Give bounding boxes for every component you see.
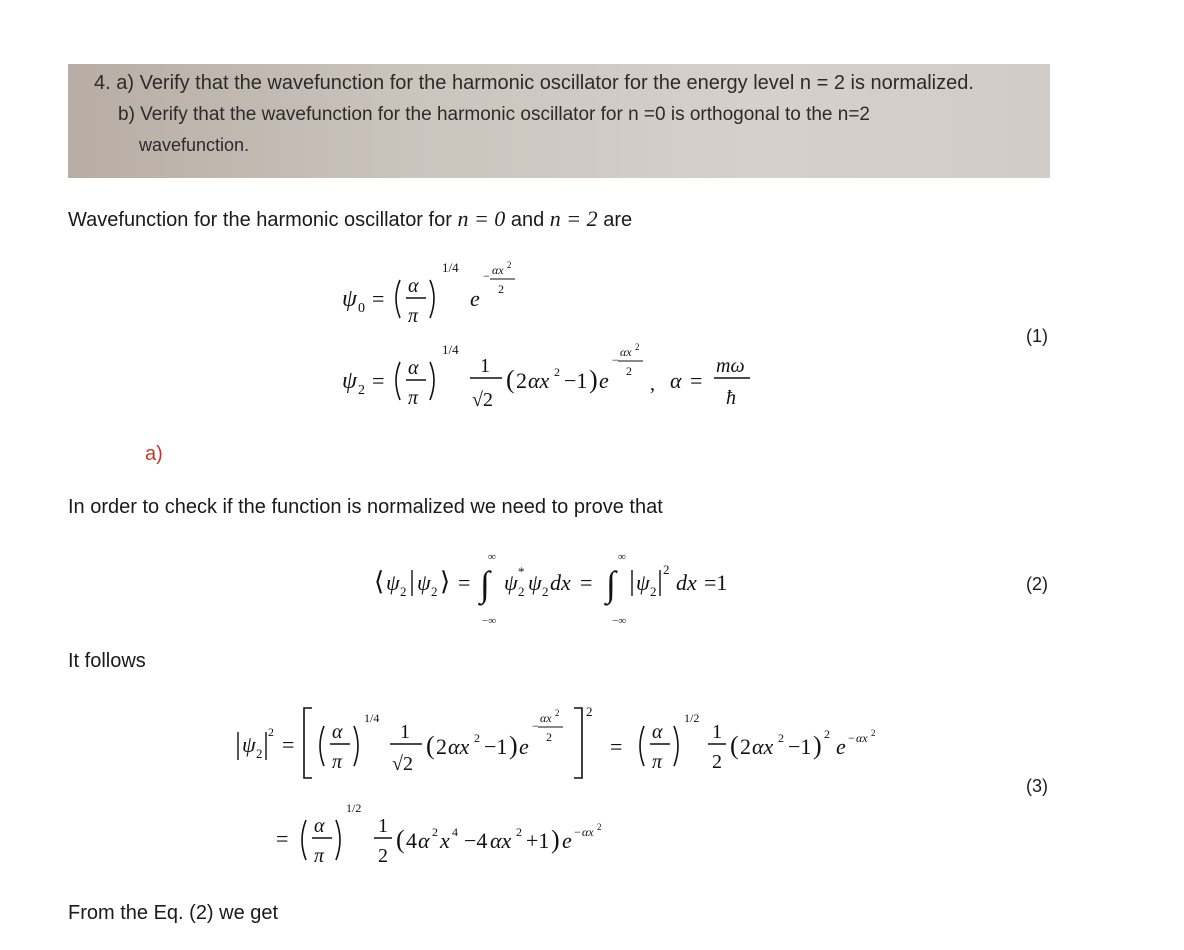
svg-text:−∞: −∞ <box>612 615 627 627</box>
problem-statement <box>68 64 1050 178</box>
it-follows-text: It follows <box>68 650 146 672</box>
svg-text:αx: αx <box>448 734 470 759</box>
intro-prefix: Wavefunction for the harmonic oscillator for <box>68 209 458 231</box>
equation-number-2: (2) <box>1026 574 1048 594</box>
svg-text:⟨: ⟨ <box>374 567 385 596</box>
svg-text:√2: √2 <box>392 753 413 775</box>
part-a-label: a) <box>145 443 163 465</box>
svg-text:2: 2 <box>436 734 447 759</box>
svg-text:−: − <box>848 731 855 745</box>
svg-text:2: 2 <box>555 708 560 718</box>
svg-text:(: ( <box>506 365 515 394</box>
from-eq-text: From the Eq. (2) we get <box>68 902 279 924</box>
svg-text:=: = <box>276 826 289 851</box>
svg-text:ψ: ψ <box>417 570 431 595</box>
svg-text:2: 2 <box>778 731 784 745</box>
svg-text:=1: =1 <box>704 570 728 595</box>
svg-text:−: − <box>574 825 581 839</box>
svg-text:e: e <box>562 828 572 853</box>
svg-text:π: π <box>314 845 325 867</box>
normalization-sentence: In order to check if the function is normalized we need to prove that <box>68 496 663 518</box>
svg-text:2: 2 <box>650 584 657 599</box>
svg-text:=: = <box>610 734 623 759</box>
svg-text:αx: αx <box>492 263 504 277</box>
svg-text:e: e <box>470 286 480 311</box>
svg-text:+1: +1 <box>526 828 550 853</box>
svg-text:(: ( <box>730 731 739 760</box>
svg-text:ħ: ħ <box>726 387 736 409</box>
svg-text:2: 2 <box>740 734 751 759</box>
svg-text:2: 2 <box>597 822 602 832</box>
svg-text:α: α <box>670 368 682 393</box>
svg-text:αx: αx <box>540 711 552 725</box>
svg-text:ψ: ψ <box>504 570 518 595</box>
equation-psi2-squared <box>232 702 922 786</box>
svg-text:ψ: ψ <box>528 570 542 595</box>
svg-text:⟩: ⟩ <box>440 567 451 596</box>
svg-text:2: 2 <box>663 562 670 577</box>
svg-text:2: 2 <box>626 364 632 378</box>
svg-text:1/4: 1/4 <box>442 342 459 357</box>
svg-text:2: 2 <box>268 725 274 739</box>
svg-text:1/2: 1/2 <box>346 801 362 815</box>
svg-text:=: = <box>458 570 471 595</box>
svg-text:2: 2 <box>507 260 512 270</box>
svg-text:π: π <box>408 305 419 327</box>
svg-text:∫: ∫ <box>480 564 490 604</box>
svg-text:,: , <box>650 373 655 395</box>
svg-text:−∞: −∞ <box>482 615 497 627</box>
svg-text:2: 2 <box>358 383 365 398</box>
svg-text:π: π <box>408 387 419 409</box>
svg-text:2: 2 <box>498 282 504 296</box>
svg-text:1: 1 <box>378 815 388 837</box>
svg-text:αx: αx <box>856 731 868 745</box>
svg-text:α: α <box>418 828 430 853</box>
svg-text:αx: αx <box>620 345 632 359</box>
svg-text:): ) <box>509 731 518 760</box>
svg-text:e: e <box>836 734 846 759</box>
svg-text:(: ( <box>426 731 435 760</box>
intro-suffix: are <box>597 209 633 231</box>
svg-text:2: 2 <box>586 704 593 719</box>
svg-text:ψ: ψ <box>342 286 357 312</box>
svg-text:−: − <box>483 269 490 283</box>
svg-text:∞: ∞ <box>618 551 626 563</box>
svg-text:α: α <box>652 721 663 743</box>
svg-text:2: 2 <box>712 751 722 773</box>
svg-text:1: 1 <box>712 721 722 743</box>
svg-text:): ) <box>813 731 822 760</box>
equation-normalization <box>370 548 770 628</box>
svg-text:mω: mω <box>716 355 745 377</box>
svg-text:2: 2 <box>400 584 407 599</box>
svg-text:1/4: 1/4 <box>364 711 380 725</box>
svg-text:1/4: 1/4 <box>442 260 459 275</box>
svg-text:α: α <box>408 275 419 297</box>
svg-text:4: 4 <box>452 825 458 839</box>
svg-text:2: 2 <box>474 731 480 745</box>
svg-text:π: π <box>652 751 663 773</box>
intro-n2: n = 2 <box>549 206 598 231</box>
svg-text:α: α <box>408 357 419 379</box>
svg-text:−1: −1 <box>564 368 588 393</box>
svg-text:2: 2 <box>516 825 522 839</box>
svg-text:2: 2 <box>432 825 438 839</box>
equation-number-1: (1) <box>1026 326 1048 346</box>
svg-text:∞: ∞ <box>488 551 496 563</box>
svg-text:1/2: 1/2 <box>684 711 700 725</box>
svg-text:α: α <box>332 721 343 743</box>
svg-text:ψ: ψ <box>342 368 357 394</box>
svg-text:1: 1 <box>400 721 410 743</box>
equation-psi2-squared-expanded <box>272 796 692 876</box>
svg-text:√2: √2 <box>472 389 493 411</box>
svg-text:=: = <box>372 286 385 311</box>
intro-and: and <box>505 209 550 231</box>
svg-text:=: = <box>282 732 295 757</box>
svg-text:2: 2 <box>871 728 876 738</box>
svg-text:π: π <box>332 751 343 773</box>
problem-line-a: 4. a) Verify that the wavefunction for the harmonic oscillator for the energy level n = 2 is normalized. <box>94 72 974 94</box>
problem-line-b: b) Verify that the wavefunction for the harmonic oscillator for n =0 is orthogonal to the n=2 <box>118 104 870 125</box>
svg-text:2: 2 <box>431 584 438 599</box>
svg-text:=: = <box>690 368 703 393</box>
svg-text:=: = <box>580 570 593 595</box>
intro-n0: n = 0 <box>457 206 506 231</box>
svg-text:−4: −4 <box>464 828 488 853</box>
svg-text:1: 1 <box>480 355 490 377</box>
svg-text:dx: dx <box>676 570 697 595</box>
svg-text:(: ( <box>396 825 405 854</box>
svg-text:αx: αx <box>528 368 550 393</box>
svg-text:2: 2 <box>824 727 830 741</box>
svg-text:x: x <box>440 828 450 853</box>
svg-text:ψ: ψ <box>636 570 650 595</box>
svg-text:α: α <box>314 815 325 837</box>
svg-text:*: * <box>518 564 525 579</box>
svg-text:=: = <box>372 368 385 393</box>
svg-text:ψ: ψ <box>242 732 256 757</box>
svg-text:): ) <box>589 365 598 394</box>
svg-text:2: 2 <box>518 584 525 599</box>
svg-text:0: 0 <box>358 301 365 316</box>
svg-text:4: 4 <box>406 828 417 853</box>
equation-psi2 <box>330 338 790 418</box>
svg-text:−1: −1 <box>484 734 508 759</box>
intro-sentence <box>68 206 632 232</box>
problem-line-b-cont: wavefunction. <box>139 135 250 155</box>
svg-text:−1: −1 <box>788 734 812 759</box>
svg-text:2: 2 <box>554 365 560 379</box>
svg-text:dx: dx <box>550 570 571 595</box>
svg-text:2: 2 <box>378 845 388 867</box>
svg-text:−: − <box>612 353 619 367</box>
svg-text:2: 2 <box>256 746 263 761</box>
svg-text:2: 2 <box>542 584 549 599</box>
svg-text:αx: αx <box>582 825 594 839</box>
svg-text:2: 2 <box>516 368 527 393</box>
svg-text:2: 2 <box>635 342 640 352</box>
svg-text:αx: αx <box>752 734 774 759</box>
svg-text:−: − <box>532 719 539 733</box>
svg-text:): ) <box>551 825 560 854</box>
svg-text:∫: ∫ <box>606 564 616 604</box>
svg-text:αx: αx <box>490 828 512 853</box>
svg-text:e: e <box>519 734 529 759</box>
svg-text:ψ: ψ <box>386 570 400 595</box>
svg-text:e: e <box>599 368 609 393</box>
equation-psi0 <box>330 258 570 338</box>
svg-text:2: 2 <box>546 730 552 744</box>
equation-number-3: (3) <box>1026 776 1048 796</box>
